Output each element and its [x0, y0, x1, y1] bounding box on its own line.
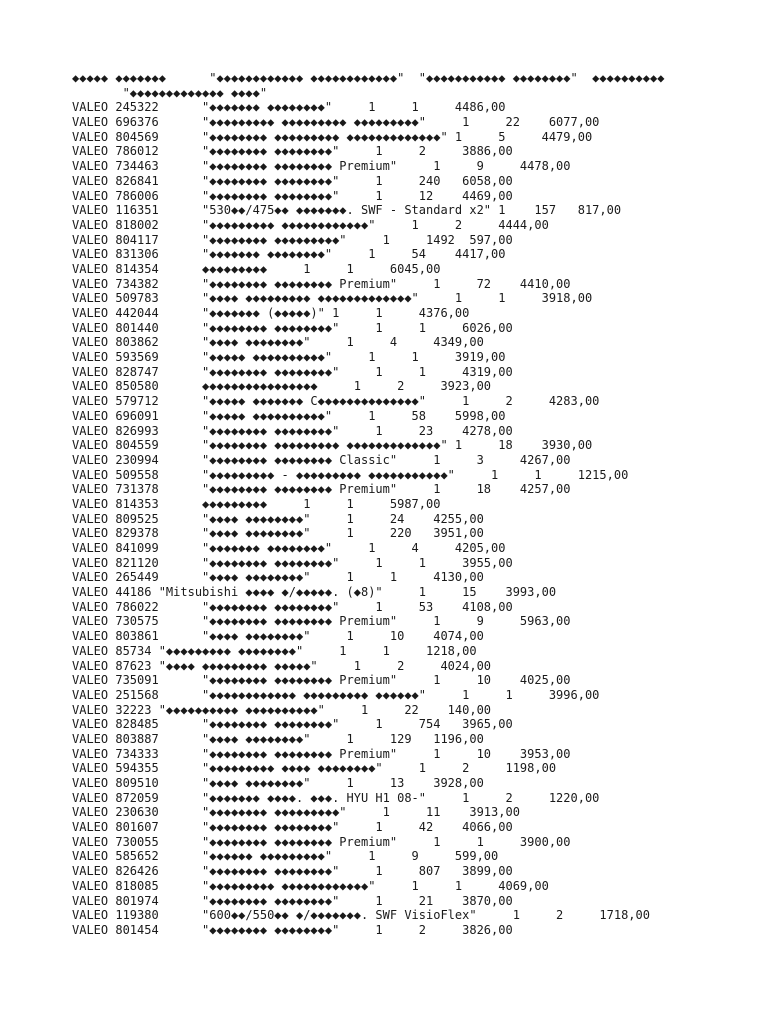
record-line: VALEO 801440 "◆◆◆◆◆◆◆◆ ◆◆◆◆◆◆◆◆" 1 1 6026,00 [72, 320, 513, 335]
record-line: VALEO 579712 "◆◆◆◆◆ ◆◆◆◆◆◆◆ C◆◆◆◆◆◆◆◆◆◆◆◆◆◆" 1 2 4283,00 [72, 394, 600, 409]
record-line: VALEO 730575 "◆◆◆◆◆◆◆◆ ◆◆◆◆◆◆◆◆ Premium" 1 9 5963,00 [72, 614, 571, 629]
record-line: VALEO 251568 "◆◆◆◆◆◆◆◆◆◆◆◆ ◆◆◆◆◆◆◆◆◆ ◆◆◆◆◆◆" 1 1 3996,00 [72, 687, 600, 702]
record-line: VALEO 803861 "◆◆◆◆ ◆◆◆◆◆◆◆◆" 1 10 4074,00 [72, 629, 484, 644]
record-line: VALEO 804117 "◆◆◆◆◆◆◆◆ ◆◆◆◆◆◆◆◆◆" 1 1492 597,00 [72, 232, 513, 247]
record-line: VALEO 735091 "◆◆◆◆◆◆◆◆ ◆◆◆◆◆◆◆◆ Premium" 1 10 4025,00 [72, 673, 571, 688]
record-line: VALEO 696376 "◆◆◆◆◆◆◆◆◆ ◆◆◆◆◆◆◆◆◆ ◆◆◆◆◆◆◆◆◆" 1 22 6077,00 [72, 115, 600, 130]
record-line: VALEO 87623 "◆◆◆◆ ◆◆◆◆◆◆◆◆◆ ◆◆◆◆◆" 1 2 4024,00 [72, 658, 492, 673]
record-line: VALEO 32223 "◆◆◆◆◆◆◆◆◆◆ ◆◆◆◆◆◆◆◆◆◆" 1 22 140,00 [72, 702, 492, 717]
header-line: ◆◆◆◆◆ ◆◆◆◆◆◆◆ "◆◆◆◆◆◆◆◆◆◆◆◆ ◆◆◆◆◆◆◆◆◆◆◆◆" "◆◆◆◆◆◆◆◆◆◆◆ ◆◆◆◆◆◆◆◆" ◆◆◆◆◆◆◆◆◆◆ [72, 71, 665, 85]
text-document [72, 71, 762, 938]
record-line: VALEO 828485 "◆◆◆◆◆◆◆◆ ◆◆◆◆◆◆◆◆" 1 754 3965,00 [72, 717, 513, 732]
record-line: VALEO 265449 "◆◆◆◆ ◆◆◆◆◆◆◆◆" 1 1 4130,00 [72, 570, 484, 585]
record-line: VALEO 814353 ◆◆◆◆◆◆◆◆◆ 1 1 5987,00 [72, 496, 441, 511]
record-line: VALEO 803862 "◆◆◆◆ ◆◆◆◆◆◆◆◆" 1 4 4349,00 [72, 335, 484, 350]
record-line: VALEO 821120 "◆◆◆◆◆◆◆◆ ◆◆◆◆◆◆◆◆" 1 1 3955,00 [72, 555, 513, 570]
record-line: VALEO 230994 "◆◆◆◆◆◆◆◆ ◆◆◆◆◆◆◆◆ Classic" 1 3 4267,00 [72, 452, 571, 467]
record-line: VALEO 85734 "◆◆◆◆◆◆◆◆◆ ◆◆◆◆◆◆◆◆" 1 1 1218,00 [72, 643, 477, 658]
record-line: VALEO 734382 "◆◆◆◆◆◆◆◆ ◆◆◆◆◆◆◆◆ Premium" 1 72 4410,00 [72, 276, 571, 291]
record-line: VALEO 814354 ◆◆◆◆◆◆◆◆◆ 1 1 6045,00 [72, 261, 441, 276]
record-line: VALEO 593569 "◆◆◆◆◆ ◆◆◆◆◆◆◆◆◆◆" 1 1 3919,00 [72, 350, 506, 365]
record-line: VALEO 509783 "◆◆◆◆ ◆◆◆◆◆◆◆◆◆ ◆◆◆◆◆◆◆◆◆◆◆◆◆" 1 1 3918,00 [72, 291, 593, 306]
record-line: VALEO 850580 ◆◆◆◆◆◆◆◆◆◆◆◆◆◆◆◆ 1 2 3923,00 [72, 379, 492, 394]
record-line: VALEO 731378 "◆◆◆◆◆◆◆◆ ◆◆◆◆◆◆◆◆ Premium" 1 18 4257,00 [72, 482, 571, 497]
record-line: VALEO 786006 "◆◆◆◆◆◆◆◆ ◆◆◆◆◆◆◆◆" 1 12 4469,00 [72, 188, 513, 203]
record-line: VALEO 804569 "◆◆◆◆◆◆◆◆ ◆◆◆◆◆◆◆◆◆ ◆◆◆◆◆◆◆◆◆◆◆◆◆" 1 5 4479,00 [72, 129, 593, 144]
record-line: VALEO 831306 "◆◆◆◆◆◆◆ ◆◆◆◆◆◆◆◆" 1 54 4417,00 [72, 247, 506, 262]
record-line: VALEO 734463 "◆◆◆◆◆◆◆◆ ◆◆◆◆◆◆◆◆ Premium" 1 9 4478,00 [72, 159, 571, 174]
record-line: VALEO 594355 "◆◆◆◆◆◆◆◆◆ ◆◆◆◆ ◆◆◆◆◆◆◆◆" 1 2 1198,00 [72, 761, 557, 776]
record-line: VALEO 818085 "◆◆◆◆◆◆◆◆◆ ◆◆◆◆◆◆◆◆◆◆◆◆" 1 1 4069,00 [72, 878, 549, 893]
record-line: VALEO 786022 "◆◆◆◆◆◆◆◆ ◆◆◆◆◆◆◆◆" 1 53 4108,00 [72, 599, 513, 614]
record-line: VALEO 841099 "◆◆◆◆◆◆◆ ◆◆◆◆◆◆◆◆" 1 4 4205,00 [72, 541, 506, 555]
record-line: VALEO 119380 "600◆◆/550◆◆ ◆/◆◆◆◆◆◆◆. SWF VisioFlex" 1 2 1718,00 [72, 908, 650, 923]
record-line: VALEO 826841 "◆◆◆◆◆◆◆◆ ◆◆◆◆◆◆◆◆" 1 240 6058,00 [72, 173, 513, 188]
record-line: VALEO 786012 "◆◆◆◆◆◆◆◆ ◆◆◆◆◆◆◆◆" 1 2 3886,00 [72, 144, 513, 159]
record-line: VALEO 509558 "◆◆◆◆◆◆◆◆◆ - ◆◆◆◆◆◆◆◆◆ ◆◆◆◆◆◆◆◆◆◆◆" 1 1 1215,00 [72, 467, 629, 482]
record-line: VALEO 803887 "◆◆◆◆ ◆◆◆◆◆◆◆◆" 1 129 1196,00 [72, 731, 484, 746]
record-line: VALEO 809510 "◆◆◆◆ ◆◆◆◆◆◆◆◆" 1 13 3928,00 [72, 776, 484, 790]
record-line: VALEO 442044 "◆◆◆◆◆◆◆ (◆◆◆◆◆)" 1 1 4376,00 [72, 306, 470, 320]
record-line: VALEO 230630 "◆◆◆◆◆◆◆◆ ◆◆◆◆◆◆◆◆◆" 1 11 3913,00 [72, 805, 520, 820]
record-line: VALEO 828747 "◆◆◆◆◆◆◆◆ ◆◆◆◆◆◆◆◆" 1 1 4319,00 [72, 364, 513, 379]
record-line: VALEO 585652 "◆◆◆◆◆◆ ◆◆◆◆◆◆◆◆◆" 1 9 599,00 [72, 849, 499, 864]
record-line: VALEO 245322 "◆◆◆◆◆◆◆ ◆◆◆◆◆◆◆◆" 1 1 4486,00 [72, 100, 506, 115]
record-line: VALEO 804559 "◆◆◆◆◆◆◆◆ ◆◆◆◆◆◆◆◆◆ ◆◆◆◆◆◆◆◆◆◆◆◆◆" 1 18 3930,00 [72, 438, 593, 453]
header-line: "◆◆◆◆◆◆◆◆◆◆◆◆◆ ◆◆◆◆" [72, 85, 268, 100]
record-line: VALEO 801607 "◆◆◆◆◆◆◆◆ ◆◆◆◆◆◆◆◆" 1 42 4066,00 [72, 820, 513, 835]
record-line: VALEO 872059 "◆◆◆◆◆◆◆ ◆◆◆◆. ◆◆◆. HYU H1 08-" 1 2 1220,00 [72, 790, 600, 805]
record-line: VALEO 818002 "◆◆◆◆◆◆◆◆◆ ◆◆◆◆◆◆◆◆◆◆◆◆" 1 2 4444,00 [72, 217, 549, 232]
record-line: VALEO 696091 "◆◆◆◆◆ ◆◆◆◆◆◆◆◆◆◆" 1 58 5998,00 [72, 408, 506, 423]
record-line: VALEO 801454 "◆◆◆◆◆◆◆◆ ◆◆◆◆◆◆◆◆" 1 2 3826,00 [72, 922, 513, 937]
record-line: VALEO 116351 "530◆◆/475◆◆ ◆◆◆◆◆◆◆. SWF - Standard x2" 1 157 817,00 [72, 203, 622, 218]
record-line: VALEO 801974 "◆◆◆◆◆◆◆◆ ◆◆◆◆◆◆◆◆" 1 21 3870,00 [72, 893, 513, 908]
record-line: VALEO 730055 "◆◆◆◆◆◆◆◆ ◆◆◆◆◆◆◆◆ Premium" 1 1 3900,00 [72, 834, 571, 849]
record-line: VALEO 829378 "◆◆◆◆ ◆◆◆◆◆◆◆◆" 1 220 3951,00 [72, 526, 484, 541]
record-line: VALEO 826426 "◆◆◆◆◆◆◆◆ ◆◆◆◆◆◆◆◆" 1 807 3899,00 [72, 864, 513, 879]
record-line: VALEO 809525 "◆◆◆◆ ◆◆◆◆◆◆◆◆" 1 24 4255,00 [72, 511, 484, 526]
record-line: VALEO 826993 "◆◆◆◆◆◆◆◆ ◆◆◆◆◆◆◆◆" 1 23 4278,00 [72, 423, 513, 438]
record-line: VALEO 734333 "◆◆◆◆◆◆◆◆ ◆◆◆◆◆◆◆◆ Premium" 1 10 3953,00 [72, 746, 571, 761]
record-line: VALEO 44186 "Mitsubishi ◆◆◆◆ ◆/◆◆◆◆◆. (◆8)" 1 15 3993,00 [72, 585, 557, 600]
